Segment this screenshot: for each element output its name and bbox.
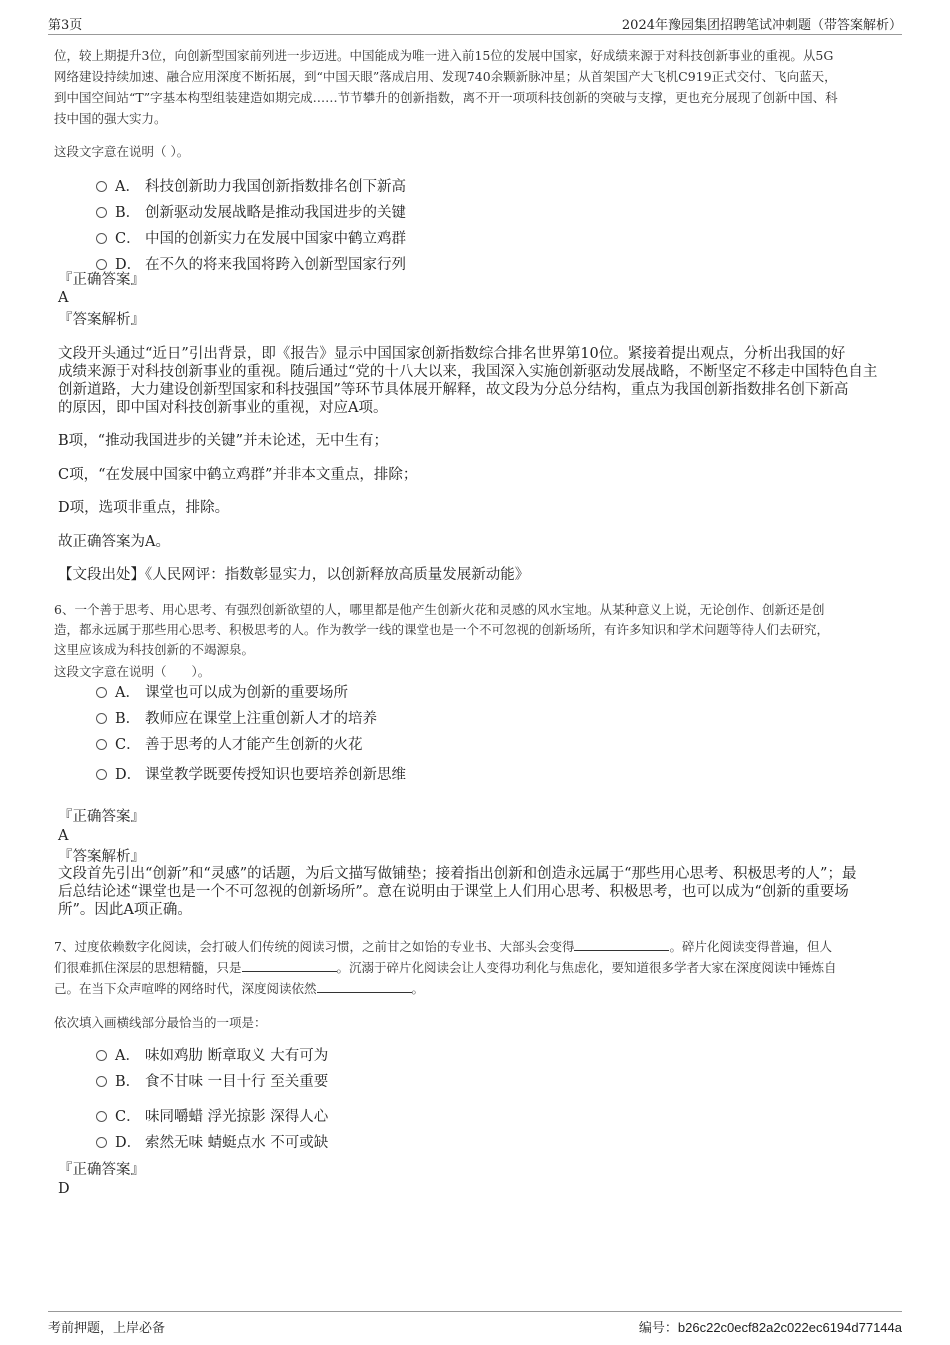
footer-slogan: 考前押题，上岸必备 <box>48 1321 166 1336</box>
radio-icon[interactable] <box>96 1076 107 1087</box>
q5-option-d[interactable]: D． 在不久的将来我国将跨入创新型国家行列 <box>96 256 406 274</box>
page-footer <box>48 1311 902 1338</box>
q7-option-a[interactable]: A． 味如鸡肋 断章取义 大有可为 <box>96 1047 328 1065</box>
passage-line: 技中国的强大实力。 <box>54 111 167 126</box>
q5-b-note: B项，“推动我国进步的关键”并未论述，无中生有； <box>58 433 388 449</box>
passage-line: 位，较上期提升3位，向创新型国家前列进一步迈进。中国能成为唯一进入前15位的发展中国家，好成绩来源于对科技创新事业的重视。从5G <box>54 48 834 63</box>
q6-option-a[interactable]: A． 课堂也可以成为创新的重要场所 <box>96 684 348 702</box>
fill-blank-2[interactable] <box>242 957 337 972</box>
radio-icon[interactable] <box>96 1050 107 1061</box>
q5-d-note: D项，选项非重点，排除。 <box>58 500 230 516</box>
q5-option-c[interactable]: C． 中国的创新实力在发展中国家中鹤立鸡群 <box>96 230 406 248</box>
radio-icon[interactable] <box>96 687 107 698</box>
q6-option-c[interactable]: C． 善于思考的人才能产生创新的火花 <box>96 736 363 754</box>
q6-passage <box>54 600 904 660</box>
radio-icon[interactable] <box>96 713 107 724</box>
q6-stem: 这段文字意在说明（ ）。 <box>54 664 211 679</box>
analysis-line: 的原因，即中国对科技创新事业的重视，对应A项。 <box>58 400 388 416</box>
page-header <box>48 14 902 35</box>
q6-option-b[interactable]: B． 教师应在课堂上注重创新人才的培养 <box>96 710 377 728</box>
fill-blank-1[interactable] <box>574 936 669 951</box>
analysis-line: 文段开头通过“近日”引出背景，即《报告》显示中国国家创新指数综合排名世界第10位。紧接着提出观点，分析出我国的好 <box>58 346 846 362</box>
passage-line: 7、过度依赖数字化阅读，会打破人们传统的阅读习惯，之前甘之如饴的专业书、大部头会变得 。碎片化阅读变得普遍，但人 <box>54 936 904 957</box>
q7-stem: 依次填入画横线部分最恰当的一项是： <box>54 1015 267 1030</box>
q7-passage <box>54 936 904 999</box>
passage-line: 们很难抓住深层的思想精髓，只是 。沉溺于碎片化阅读会让人变得功利化与焦虑化，要知道很多学者大家在深度阅读中锤炼自 <box>54 957 904 978</box>
radio-icon[interactable] <box>96 1137 107 1148</box>
q5-c-note: C项，“在发展中国家中鹤立鸡群”并非本文重点，排除； <box>58 467 418 483</box>
analysis-line: 成绩来源于对科技创新事业的重视。随后通过“党的十八大以来，我国深入实施创新驱动发展战略，不断坚定不移走中国特色自主 <box>58 364 878 380</box>
document-title: 2024年豫园集团招聘笔试冲刺题（带答案解析） <box>621 18 902 33</box>
q6-option-d[interactable]: D． 课堂教学既要传授知识也要培养创新思维 <box>96 766 406 784</box>
passage-line: 己。在当下众声喧哗的网络时代，深度阅读依然 。 <box>54 978 904 999</box>
passage-line: 到中国空间站“T”字基本构型组装建造如期完成……节节攀升的创新指数，离不开一项项科技创新的突破与支撑，更也充分展现了创新中国、科 <box>54 90 838 105</box>
q7-answer-label: 『正确答案』 <box>58 1162 145 1178</box>
q7-option-c[interactable]: C． 味同嚼蜡 浮光掠影 深得人心 <box>96 1108 328 1126</box>
radio-icon[interactable] <box>96 207 107 218</box>
q7-option-b[interactable]: B． 食不甘味 一目十行 至关重要 <box>96 1073 328 1091</box>
q6-answer: A <box>58 828 69 844</box>
q5-analysis <box>58 345 898 417</box>
page-number: 第3页 <box>48 18 83 33</box>
q5-option-a[interactable]: A． 科技创新助力我国创新指数排名创下新高 <box>96 178 406 196</box>
passage-line: 这里应该成为科技创新的不竭源泉。 <box>54 642 255 657</box>
fill-blank-3[interactable] <box>317 978 412 993</box>
q5-passage <box>54 45 904 129</box>
radio-icon[interactable] <box>96 769 107 780</box>
q6-answer-label: 『正确答案』 <box>58 809 145 825</box>
radio-icon[interactable] <box>96 181 107 192</box>
q6-analysis <box>58 865 898 919</box>
q6-analysis-label: 『答案解析』 <box>58 849 145 865</box>
q5-conclusion: 故正确答案为A。 <box>58 534 170 550</box>
q5-analysis-label: 『答案解析』 <box>58 312 145 328</box>
q7-option-d[interactable]: D． 索然无味 蜻蜓点水 不可或缺 <box>96 1134 328 1152</box>
analysis-line: 创新道路，大力建设创新型国家和科技强国”等环节具体展开解释，故文段为分总分结构，重点为我国创新指数排名创下新高 <box>58 382 849 398</box>
radio-icon[interactable] <box>96 259 107 270</box>
passage-line: 6、一个善于思考、用心思考、有强烈创新欲望的人，哪里都是他产生创新火花和灵感的风水宝地。从某种意义上说，无论创作、创新还是创 <box>54 602 825 617</box>
q5-answer-label: 『正确答案』 <box>58 272 145 288</box>
document-code: 编号：b26c22c0ecf82a2c022ec6194d77144a <box>638 1320 902 1336</box>
q7-answer: D <box>58 1181 70 1197</box>
analysis-line: 后总结论述“课堂也是一个不可忽视的创新场所”。意在说明由于课堂上人们用心思考、积极思考，也可以成为“创新的重要场 <box>58 884 849 900</box>
q5-answer: A <box>58 290 69 306</box>
analysis-line: 所”。因此A项正确。 <box>58 902 192 918</box>
q5-option-b[interactable]: B． 创新驱动发展战略是推动我国进步的关键 <box>96 204 406 222</box>
q5-stem: 这段文字意在说明（ ）。 <box>54 144 190 159</box>
q5-source: 【文段出处】《人民网评：指数彰显实力，以创新释放高质量发展新动能》 <box>58 567 530 583</box>
passage-line: 造，都永远属于那些用心思考、积极思考的人。作为教学一线的课堂也是一个不可忽视的创新场所，有许多知识和学术问题等待人们去研究， <box>54 622 830 637</box>
analysis-line: 文段首先引出“创新”和“灵感”的话题，为后文描写做铺垫；接着指出创新和创造永远属于“那些用心思考、积极思考的人”；最 <box>58 866 857 882</box>
radio-icon[interactable] <box>96 739 107 750</box>
passage-line: 网络建设持续加速、融合应用深度不断拓展，到“中国天眼”落成启用、发现740余颗新脉冲星；从首架国产大飞机C919正式交付、飞向蓝天， <box>54 69 837 84</box>
radio-icon[interactable] <box>96 1111 107 1122</box>
radio-icon[interactable] <box>96 233 107 244</box>
